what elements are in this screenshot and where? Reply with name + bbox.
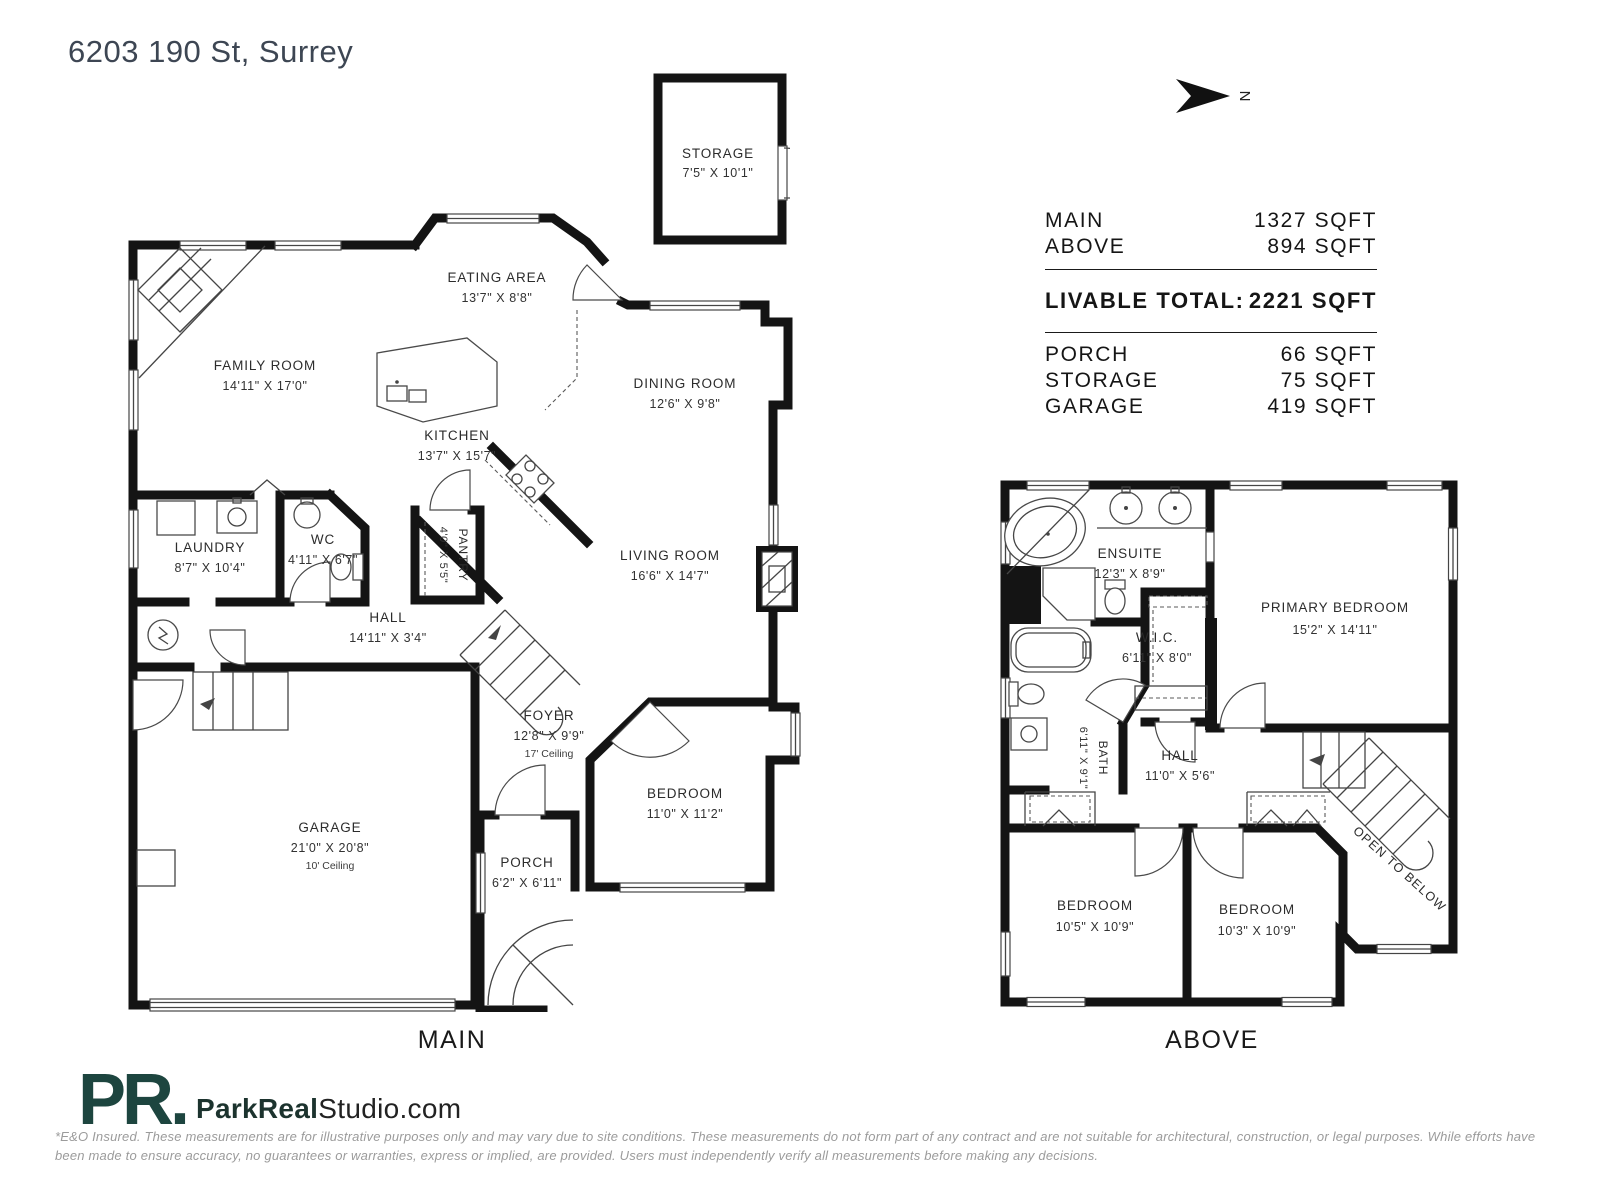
above-floor-caption: ABOVE bbox=[1165, 1026, 1259, 1054]
table-row: ABOVE 894 SQFT bbox=[1045, 235, 1377, 258]
svg-text:10'5" X 10'9": 10'5" X 10'9" bbox=[1055, 920, 1135, 934]
north-letter: N bbox=[1236, 90, 1254, 102]
svg-text:10' Ceiling: 10' Ceiling bbox=[305, 860, 355, 872]
svg-text:6'2" X 6'11": 6'2" X 6'11" bbox=[492, 876, 562, 890]
table-row: STORAGE 75 SQFT bbox=[1045, 369, 1377, 392]
svg-text:HALL: HALL bbox=[369, 610, 407, 625]
toilet-tank bbox=[1009, 682, 1018, 706]
svg-text:PORCH: PORCH bbox=[500, 855, 554, 870]
divider bbox=[1045, 332, 1377, 333]
svg-text:ENSUITE: ENSUITE bbox=[1097, 546, 1163, 561]
washer bbox=[157, 501, 195, 535]
svg-text:DINING ROOM: DINING ROOM bbox=[633, 376, 737, 391]
svg-text:11'0" X 5'6": 11'0" X 5'6" bbox=[1145, 769, 1215, 783]
bedroom-door-arc bbox=[1193, 828, 1243, 878]
laundry-sink bbox=[217, 501, 257, 533]
shower bbox=[1043, 568, 1095, 620]
svg-text:GARAGE: GARAGE bbox=[298, 820, 362, 835]
closet bbox=[1030, 796, 1090, 822]
windows bbox=[129, 214, 800, 1011]
bedroom-door-arc bbox=[1135, 828, 1183, 876]
svg-text:12'6" X 9'8": 12'6" X 9'8" bbox=[649, 397, 721, 411]
svg-text:17' Ceiling: 17' Ceiling bbox=[524, 748, 574, 760]
above-floor-plan bbox=[985, 470, 1460, 1012]
svg-text:BEDROOM: BEDROOM bbox=[1218, 902, 1296, 917]
area-summary-table bbox=[1045, 208, 1377, 420]
table-row: MAIN 1327 SQFT bbox=[1045, 209, 1377, 232]
main-floor-caption: MAIN bbox=[417, 1026, 487, 1054]
bath-sink bbox=[1011, 718, 1047, 750]
door-arc bbox=[210, 630, 245, 665]
north-arrow bbox=[1172, 76, 1292, 122]
parkreal-logo bbox=[78, 1058, 193, 1136]
divider bbox=[1045, 269, 1377, 270]
svg-text:4'0" X 5'5": 4'0" X 5'5" bbox=[437, 526, 449, 584]
door-arc bbox=[611, 702, 689, 757]
wc-sink bbox=[294, 502, 320, 528]
svg-text:14'11" X 3'4": 14'11" X 3'4" bbox=[349, 631, 427, 645]
svg-text:HALL: HALL bbox=[1161, 748, 1199, 763]
living-room-fireplace bbox=[756, 546, 798, 612]
svg-text:W.I.C.: W.I.C. bbox=[1135, 630, 1179, 645]
svg-text:12'3" X 8'9": 12'3" X 8'9" bbox=[1094, 567, 1166, 581]
north-arrow-icon bbox=[1176, 79, 1230, 113]
svg-text:13'7" X 8'8": 13'7" X 8'8" bbox=[461, 291, 533, 305]
svg-text:KITCHEN: KITCHEN bbox=[424, 428, 490, 443]
table-row-total: LIVABLE TOTAL: 2221 SQFT bbox=[1045, 288, 1377, 313]
garage-shelf bbox=[137, 850, 175, 886]
door-arc bbox=[430, 470, 470, 510]
stair-direction-arrow bbox=[488, 625, 501, 640]
svg-text:21'0" X 20'8": 21'0" X 20'8" bbox=[290, 841, 370, 855]
open-to-below-label: OPEN TO BELOW bbox=[1350, 823, 1449, 915]
page-title: 6203 190 St, Surrey bbox=[68, 34, 354, 69]
svg-text:6'11" X 8'0": 6'11" X 8'0" bbox=[1122, 651, 1192, 665]
svg-text:LIVING ROOM: LIVING ROOM bbox=[620, 548, 720, 563]
kitchen-island bbox=[377, 338, 497, 422]
svg-text:BEDROOM: BEDROOM bbox=[646, 786, 724, 801]
room-label: STORAGE bbox=[681, 146, 755, 161]
main-floor-plan bbox=[125, 210, 805, 1012]
svg-text:PRIMARY BEDROOM: PRIMARY BEDROOM bbox=[1260, 600, 1410, 615]
furnace bbox=[148, 620, 178, 650]
svg-text:PANTRY: PANTRY bbox=[456, 528, 470, 582]
stair-direction-arrow bbox=[1309, 754, 1325, 766]
toilet-bowl bbox=[1018, 684, 1044, 704]
svg-text:10'3" X 10'9": 10'3" X 10'9" bbox=[1217, 924, 1297, 938]
svg-text:14'11" X 17'0": 14'11" X 17'0" bbox=[222, 379, 308, 393]
logo-text: PR. bbox=[78, 1060, 187, 1136]
primary-door-arc bbox=[1220, 683, 1265, 728]
table-row: PORCH 66 SQFT bbox=[1045, 343, 1377, 366]
svg-text:16'6" X 14'7": 16'6" X 14'7" bbox=[630, 569, 710, 583]
room-dims: 7'5" X 10'1" bbox=[682, 166, 754, 180]
svg-text:BEDROOM: BEDROOM bbox=[1056, 898, 1134, 913]
table-row: GARAGE 419 SQFT bbox=[1045, 395, 1377, 418]
svg-text:EATING AREA: EATING AREA bbox=[447, 270, 547, 285]
svg-text:4'11" X 6'7": 4'11" X 6'7" bbox=[288, 553, 358, 567]
garage-door bbox=[150, 999, 455, 1011]
svg-text:BATH: BATH bbox=[1096, 740, 1110, 776]
door-arc bbox=[290, 562, 330, 602]
door-arc bbox=[133, 680, 183, 730]
toilet-bowl bbox=[1105, 588, 1125, 614]
svg-text:11'0" X 11'2": 11'0" X 11'2" bbox=[646, 807, 724, 821]
svg-text:FOYER: FOYER bbox=[523, 708, 575, 723]
door-arc bbox=[573, 265, 622, 300]
front-door-arc bbox=[495, 765, 545, 815]
svg-text:6'11" X 9'1": 6'11" X 9'1" bbox=[1077, 726, 1089, 790]
brand-url[interactable]: ParkRealStudio.com bbox=[196, 1093, 462, 1124]
door-gap bbox=[778, 146, 787, 200]
svg-text:12'8" X 9'9": 12'8" X 9'9" bbox=[513, 729, 585, 743]
svg-text:15'2" X 14'11": 15'2" X 14'11" bbox=[1292, 623, 1378, 637]
svg-text:LAUNDRY: LAUNDRY bbox=[174, 540, 246, 555]
svg-text:FAMILY ROOM: FAMILY ROOM bbox=[213, 358, 317, 373]
disclaimer-text: *E&O Insured. These measurements are for illustrative purposes only and may vary due to site conditions. These measurements do not form part of any contract and are not suitable for architectural, construction, or legal purposes. While efforts have been made to ensure accuracy, no guarantees or warranties, express or implied, are provided. Users must independently verify all measurements before making any decisions. bbox=[55, 1129, 1536, 1163]
svg-text:8'7" X 10'4": 8'7" X 10'4" bbox=[174, 561, 246, 575]
svg-text:13'7" X 15'7": 13'7" X 15'7" bbox=[417, 449, 497, 463]
svg-text:WC: WC bbox=[310, 532, 336, 547]
